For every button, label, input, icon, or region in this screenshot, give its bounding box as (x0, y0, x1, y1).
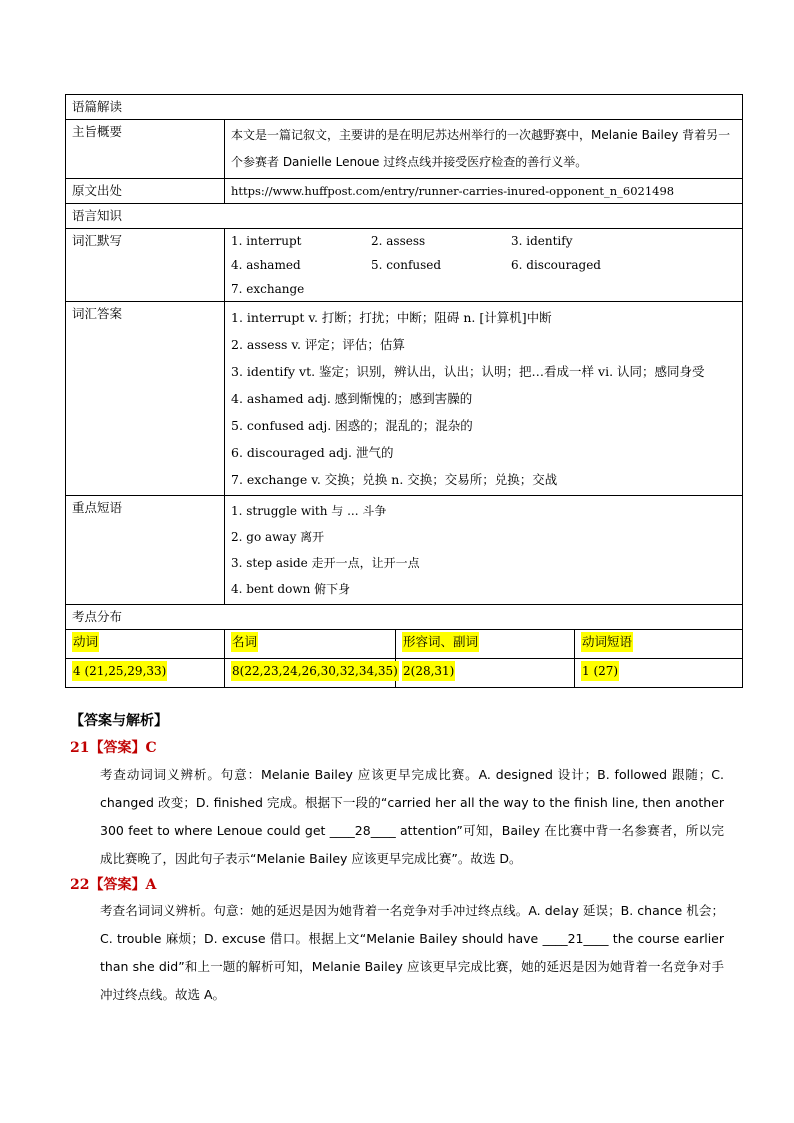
vocab-answer-label: 词汇答案 (66, 302, 225, 496)
source-label: 原文出处 (66, 179, 225, 204)
vocab-item: 3. identify (511, 234, 573, 248)
question-number: 22 (70, 877, 90, 893)
vocab-answer: 6. discouraged adj. 泄气的 (231, 445, 394, 460)
summary-text: 本文是一篇记叙文，主要讲的是在明尼苏达州举行的一次越野赛中，Melanie Bailey 背着另一个参赛者 Danielle Lenoue 过终点线并接受医疗检查的善行义举。 (225, 120, 743, 179)
section-language: 语言知识 (66, 204, 743, 229)
question-22-answer (70, 874, 156, 894)
answer-tag: 【答案】 (89, 740, 146, 756)
points-value (225, 659, 396, 688)
question-21-explanation: 考查动词词义辨析。句意：Melanie Bailey 应该更早完成比赛。A. designed 设计；B. followed 跟随；C. changed 改变；D. finished 完成。根据下一段的“carried her all the way to the finish line, then another 300 feet to where Lenoue could get ____28____ attention”可知，Bailey 在比赛中背一名参赛者，所以完成比赛晚了，因此句子表示“Melanie Bailey 应该更早完成比赛”。故选 D。 (100, 767, 724, 866)
vocab-cell (225, 229, 743, 302)
points-header-text: 形容词、副词 (402, 632, 479, 652)
points-value-text: 1 (27) (581, 661, 619, 681)
points-value (396, 659, 575, 688)
vocab-answer: 2. assess v. 评定；评估；估算 (231, 337, 405, 352)
reading-analysis-table (65, 94, 743, 688)
points-header (66, 630, 225, 659)
vocab-item: 2. assess (371, 234, 426, 248)
points-value-text: 2(28,31) (402, 661, 455, 681)
phrase-item: 1. struggle with 与 ... 斗争 (231, 504, 387, 518)
source-url: https://www.huffpost.com/entry/runner-carries-inured-opponent_n_6021498 (225, 179, 743, 204)
vocab-answer: 7. exchange v. 交换；兑换 n. 交换；交易所；兑换；交战 (231, 472, 558, 487)
phrase-item: 4. bent down 俯下身 (231, 582, 351, 596)
question-21-answer (70, 737, 157, 757)
vocab-item: 6. discouraged (511, 258, 601, 272)
section-points: 考点分布 (66, 605, 743, 630)
vocab-grid (231, 231, 736, 299)
phrase-item: 2. go away 离开 (231, 530, 325, 544)
points-value-text: 4 (21,25,29,33) (72, 661, 167, 681)
points-header-text: 名词 (231, 632, 258, 652)
answer-value: C (145, 740, 157, 756)
answer-value: A (145, 877, 157, 893)
question-number: 21 (70, 740, 90, 756)
vocab-answer: 3. identify vt. 鉴定；识别，辨认出，认出；认明；把…看成一样 vi. 认同；感同身受 (231, 364, 705, 379)
vocab-label: 词汇默写 (66, 229, 225, 302)
question-22-explanation: 考查名词词义辨析。句意：她的延迟是因为她背着一名竞争对手冲过终点线。A. delay 延误；B. chance 机会；C. trouble 麻烦；D. excuse 借口。根据上文“Melanie Bailey should have ____21____ the course earlier than she did”和上一题的解析可知，Melanie Bailey 应该更早完成比赛，她的延迟是因为她背着一名竞争对手冲过终点线。故选 A。 (100, 903, 724, 1002)
phrase-label: 重点短语 (66, 496, 225, 605)
points-header (575, 630, 743, 659)
points-value (575, 659, 743, 688)
phrase-item: 3. step aside 走开一点，让开一点 (231, 556, 420, 570)
vocab-item: 7. exchange (231, 282, 305, 296)
vocab-answer: 5. confused adj. 困惑的；混乱的；混杂的 (231, 418, 473, 433)
answer-tag: 【答案】 (89, 877, 146, 893)
phrase-cell (225, 496, 743, 605)
vocab-item: 5. confused (371, 258, 442, 272)
points-header-text: 动词短语 (581, 632, 633, 652)
points-header-text: 动词 (72, 632, 99, 652)
vocab-answer: 1. interrupt v. 打断；打扰；中断；阻碍 n. [计算机]中断 (231, 310, 552, 325)
vocab-item: 1. interrupt (231, 234, 302, 248)
points-header (396, 630, 575, 659)
points-header (225, 630, 396, 659)
answers-heading: 【答案与解析】 (70, 713, 168, 729)
points-value-text: 8(22,23,24,26,30,32,34,35) (231, 661, 399, 681)
vocab-answer-cell (225, 302, 743, 496)
vocab-answer: 4. ashamed adj. 感到惭愧的；感到害臊的 (231, 391, 473, 406)
section-reading: 语篇解读 (66, 95, 743, 120)
points-value (66, 659, 225, 688)
summary-label: 主旨概要 (66, 120, 225, 179)
vocab-item: 4. ashamed (231, 258, 301, 272)
